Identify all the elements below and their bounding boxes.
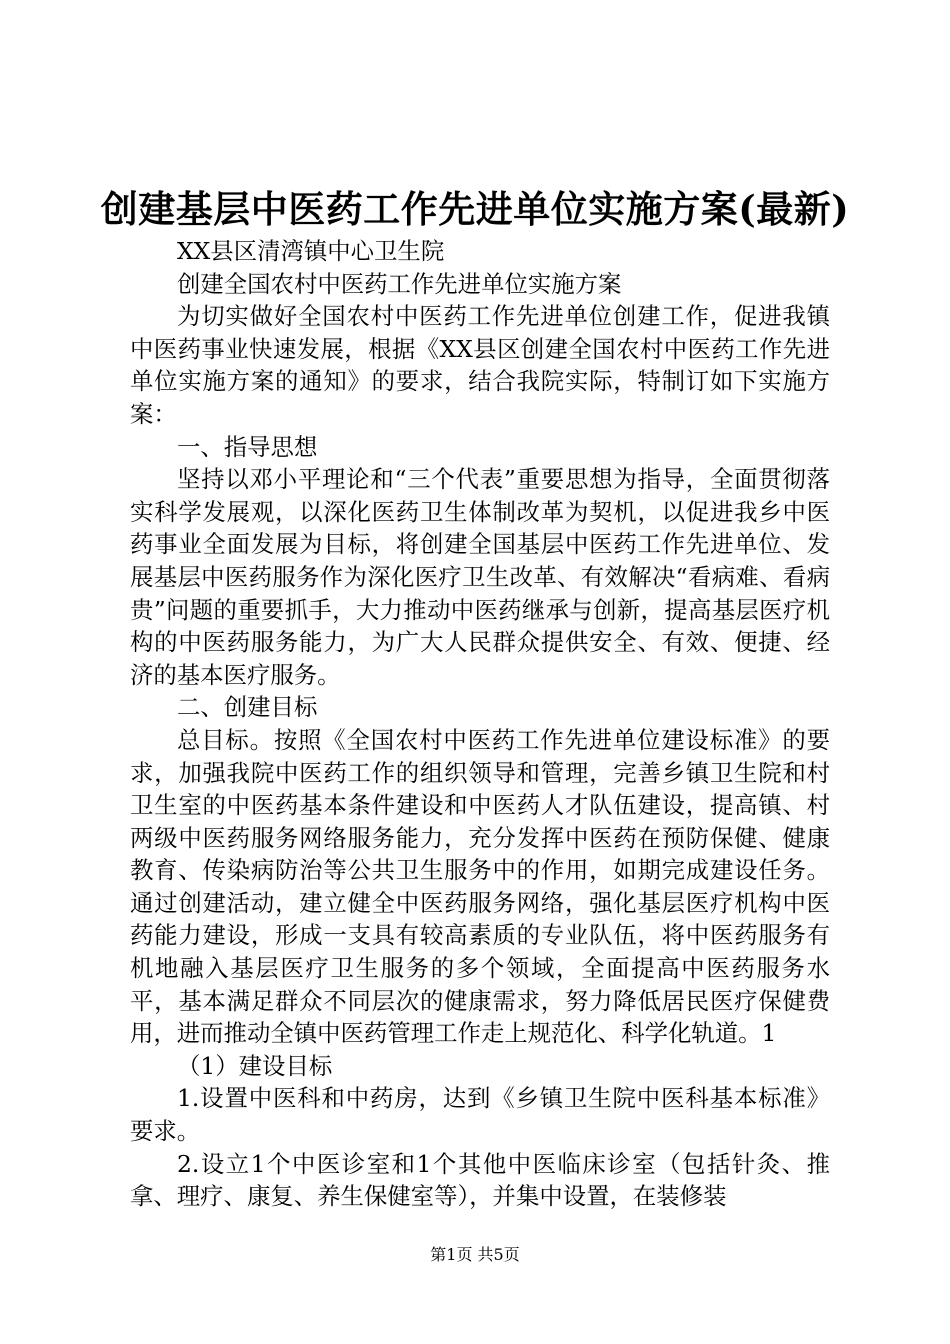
document-body — [130, 235, 830, 1213]
paragraph-org-name: XX县区清湾镇中心卫生院 — [177, 237, 445, 265]
heading-construction-goals: （1）建设目标 — [177, 1051, 333, 1080]
heading-goals: 二、创建目标 — [177, 693, 318, 722]
paragraph-goal-2: 2.设立1个中医诊室和1个其他中医临床诊室（包括针灸、推拿、理疗、康复、养生保健室等），并集中设置，在装修装 — [130, 1149, 830, 1211]
paragraph-guiding-thought: 坚持以邓小平理论和“三个代表”重要思想为指导，全面贯彻落实科学发展观，以深化医药卫生体制改革为契机，以促进我乡中医药事业全面发展为目标，将创建全国基层中医药工作先进单位、发展基层中医药服务作为深化医疗卫生改革、有效解决“看病难、看病贵”问题的重要抓手，大力推动中医药继承与创新，提高基层医疗机构的中医药服务能力，为广大人民群众提供安全、有效、便捷、经济的基本医疗服务。 — [130, 465, 830, 689]
paragraph-plan-name: 创建全国农村中医药工作先进单位实施方案 — [177, 269, 622, 298]
paragraph-intro: 为切实做好全国农村中医药工作先进单位创建工作，促进我镇中医药事业快速发展，根据《XX县区创建全国农村中医药工作先进单位实施方案的通知》的要求，结合我院实际，特制订如下实施方案： — [130, 302, 830, 428]
paragraph-goal-1: 1.设置中医科和中药房，达到《乡镇卫生院中医科基本标准》要求。 — [130, 1084, 830, 1146]
page-number: 第1页 共5页 — [430, 1245, 520, 1264]
paragraph-overall-goal: 总目标。按照《全国农村中医药工作先进单位建设标准》的要求，加强我院中医药工作的组织领导和管理，完善乡镇卫生院和村卫生室的中医药基本条件建设和中医药人才队伍建设，提高镇、村两级中医药服务网络服务能力，充分发挥中医药在预防保健、健康教育、传染病防治等公共卫生服务中的作用，如期完成建设任务。通过创建活动，建立健全中医药服务网络，强化基层医疗机构中医药能力建设，形成一支具有较高素质的专业队伍，将中医药服务有机地融入基层医疗卫生服务的多个领域，全面提高中医药服务水平，基本满足群众不同层次的健康需求，努力降低居民医疗保健费用，进而推动全镇中医药管理工作走上规范化、科学化轨道。1 — [130, 725, 830, 1048]
heading-guiding-thought: 一、指导思想 — [177, 432, 318, 461]
document-title: 创建基层中医药工作先进单位实施方案(最新) — [100, 187, 850, 231]
